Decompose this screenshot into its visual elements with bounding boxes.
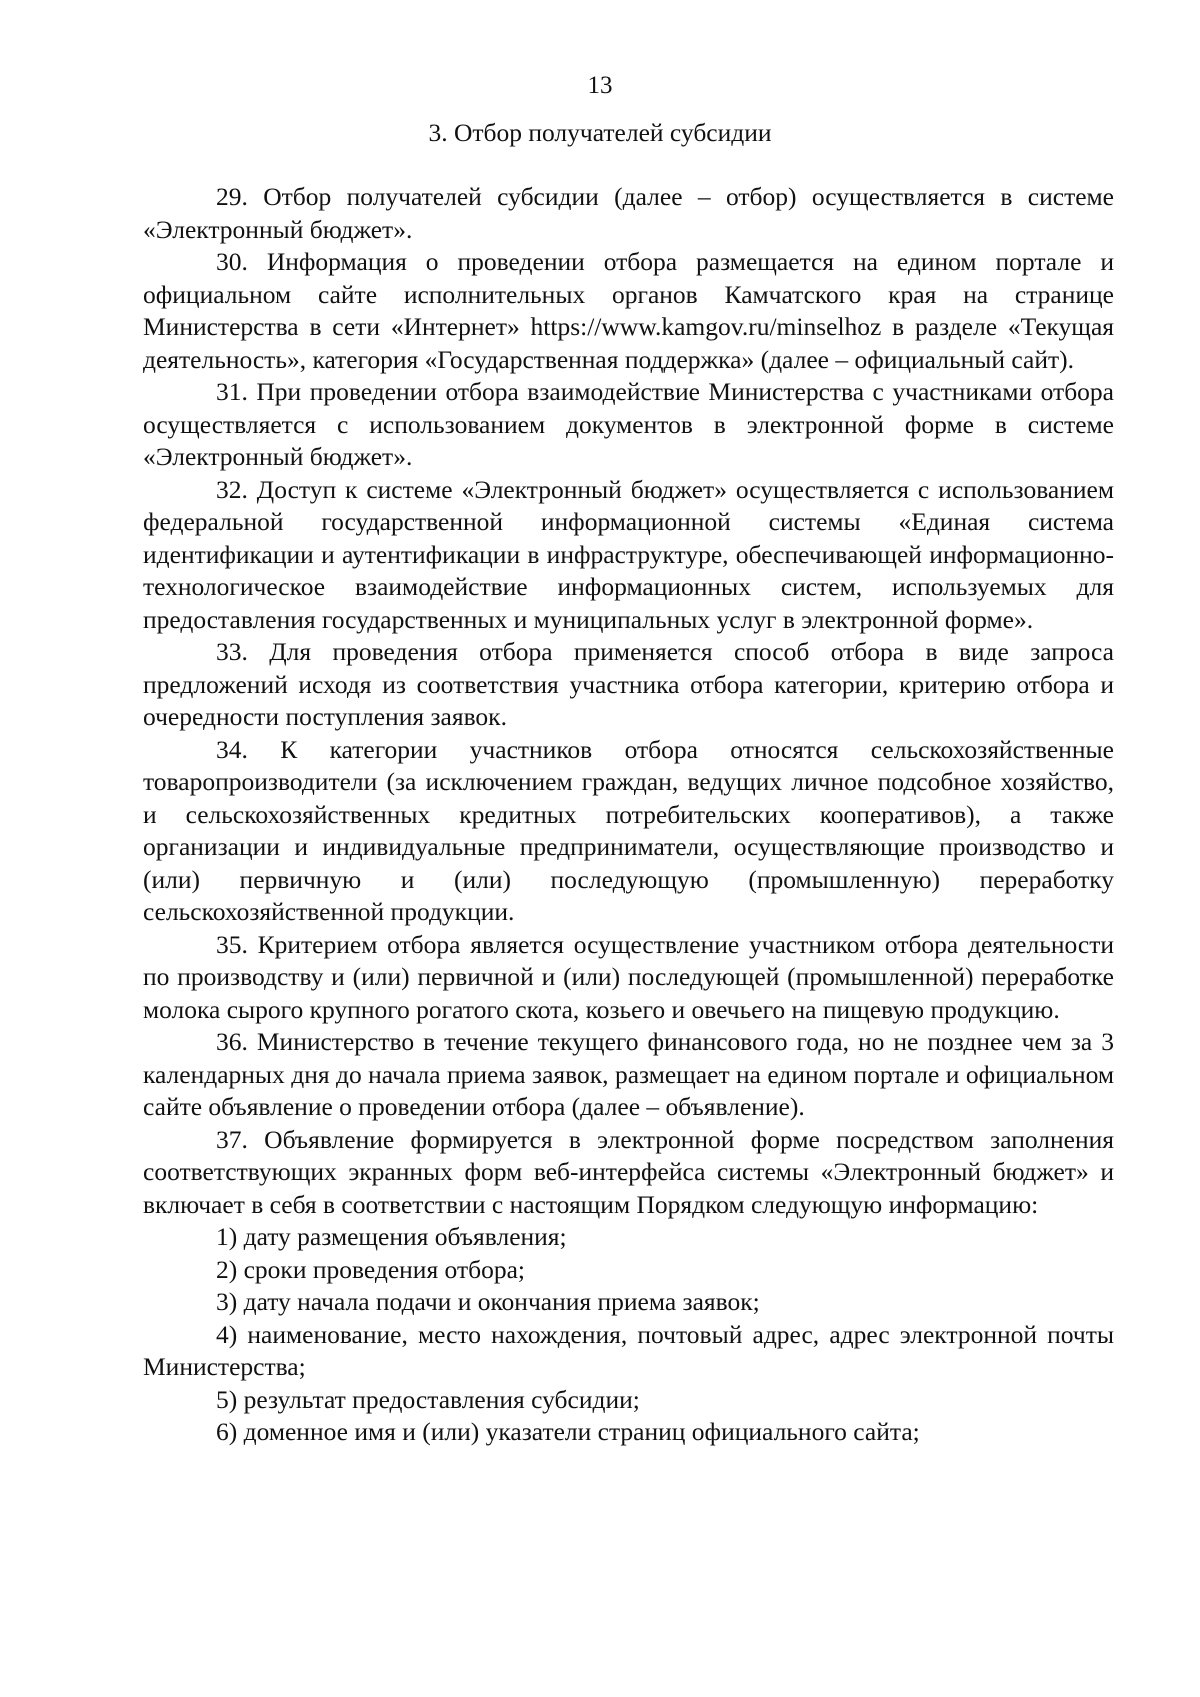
list-item-6: 6) доменное имя и (или) указатели страниц официального сайта;	[216, 1417, 920, 1446]
paragraph-33: 33. Для проведения отбора применяется способ отбора в виде запроса предложений исходя из соответствия участника отбора категории, критерию отбора и очередности поступления заявок.	[143, 637, 1114, 731]
list-item-4: 4) наименование, место нахождения, почтовый адрес, адрес электронной почты Министерства;	[143, 1319, 1114, 1381]
paragraph-32: 32. Доступ к системе «Электронный бюджет» осуществляется с использованием федеральной государственной информационной системы «Единая система идентификации и аутентификации в инфраструктуре, обеспечивающей информационно-технологическое взаимодействие информационных систем, используемых для предоставления государственных и муниципальных услуг в электронной форме».	[143, 474, 1114, 634]
paragraph-31: 31. При проведении отбора взаимодействие Министерства с участниками отбора осуществляется с использованием документов в электронной форме в системе «Электронный бюджет».	[143, 377, 1114, 471]
list-item-3: 3) дату начала подачи и окончания приема заявок;	[216, 1287, 760, 1316]
page-number: 13	[587, 72, 613, 99]
paragraph-30: 30. Информация о проведении отбора размещается на едином портале и официальном сайте исполнительных органов Камчатского края на странице Министерства в сети «Интернет» https://www.kamgov.ru/minselhoz в разделе «Текущая деятельность», категория «Государственная поддержка» (далее – официальный сайт).	[143, 247, 1114, 374]
document-body	[143, 181, 1114, 1449]
list-item-2: 2) сроки проведения отбора;	[216, 1254, 525, 1284]
paragraph-35: 35. Критерием отбора является осуществление участником отбора деятельности по производству и (или) первичной и (или) последующей (промышленной) переработке молока сырого крупного рогатого скота, козьего и овечьего на пищевую продукцию.	[143, 929, 1114, 1024]
section-title: 3. Отбор получателей субсидии	[428, 118, 772, 147]
paragraph-29: 29. Отбор получателей субсидии (далее – отбор) осуществляется в системе «Электронный бюджет».	[143, 182, 1114, 244]
paragraph-34: 34. К категории участников отбора относятся сельскохозяйственные товаропроизводители (за исключением граждан, ведущих личное подсобное хозяйство, и сельскохозяйственных кредитных потребительских кооперативов), а также организации и индивидуальные предприниматели, осуществляющие производство и (или) первичную и (или) последующую (промышленную) переработку сельскохозяйственной продукции.	[143, 734, 1114, 926]
paragraph-36: 36. Министерство в течение текущего финансового года, но не позднее чем за 3 календарных дня до начала приема заявок, размещает на едином портале и официальном сайте объявление о проведении отбора (далее – объявление).	[143, 1027, 1114, 1121]
paragraph-37: 37. Объявление формируется в электронной форме посредством заполнения соответствующих экранных форм веб-интерфейса системы «Электронный бюджет» и включает в себя в соответствии с настоящим Порядком следующую информацию:	[143, 1124, 1114, 1219]
list-item-1: 1) дату размещения объявления;	[216, 1222, 567, 1251]
list-item-5: 5) результат предоставления субсидии;	[216, 1384, 640, 1414]
